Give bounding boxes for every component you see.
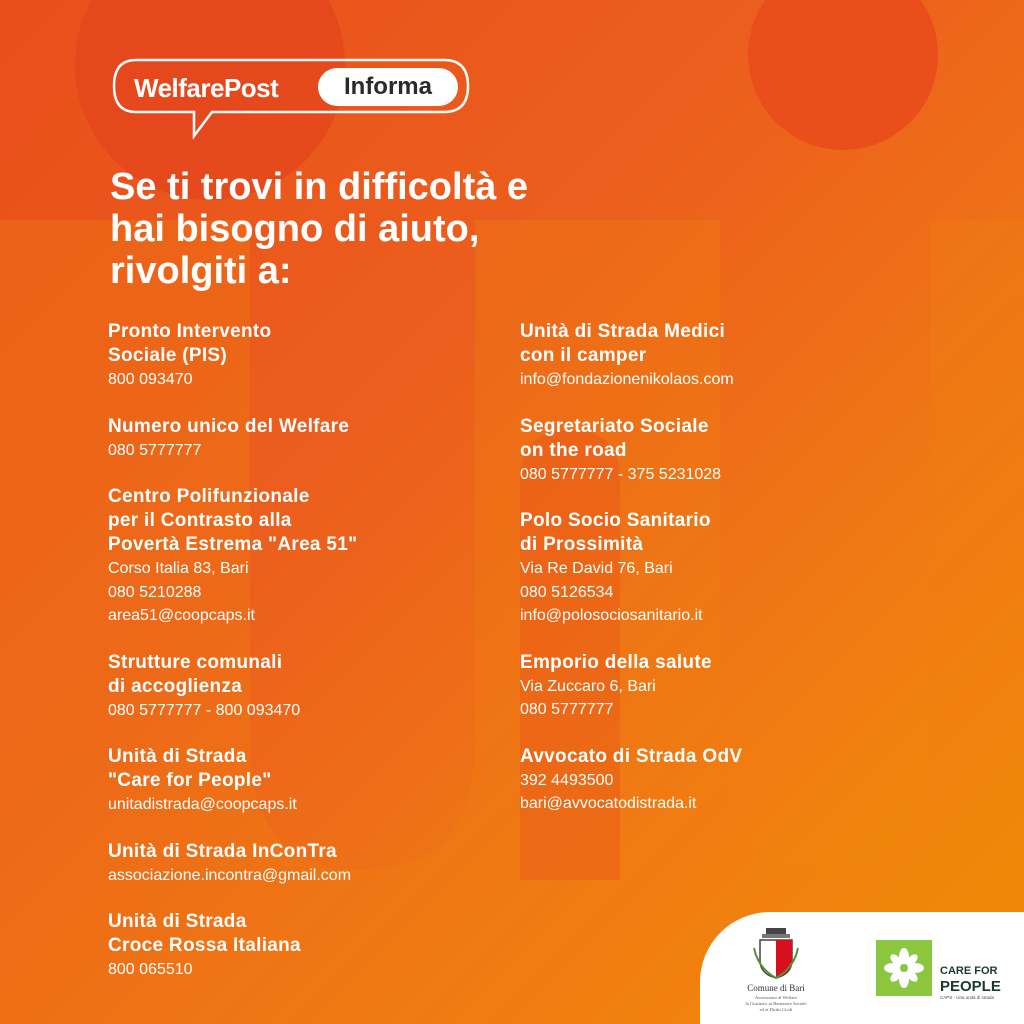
contact-title-line: Avvocato di Strada OdV [520, 745, 743, 767]
contact-title [108, 840, 498, 864]
contact-title-line: Centro Polifunzionale [108, 486, 310, 507]
contact-title [520, 320, 910, 368]
contact-detail-line: 800 065510 [108, 961, 193, 978]
contact-title [520, 509, 910, 557]
contact-entry [108, 840, 498, 888]
bari-subtitle-line: la Giustizia, ai Benessere Sociale [745, 1001, 807, 1006]
contact-entry [520, 651, 910, 722]
contact-title-line: per il Contrasto alla [108, 510, 292, 531]
bari-subtitle-line: Assessorato al Welfare [755, 995, 797, 1000]
contact-detail-line: info@polosociosanitario.it [520, 607, 703, 624]
contact-detail-line: bari@avvocatodistrada.it [520, 795, 697, 812]
contact-detail-line: 080 5777777 - 800 093470 [108, 701, 301, 719]
contact-title-line: Unità di Strada Medici [520, 321, 726, 342]
contact-detail-line: 080 5777777 [108, 441, 202, 459]
cfp-subtitle: CAPS · Una unità di strada [940, 995, 995, 1000]
contact-title-line: di accoglienza [108, 675, 243, 697]
informa-label: Informa [343, 73, 432, 100]
contact-details [520, 769, 910, 816]
logo-name: WelfarePost [134, 73, 279, 103]
contact-title-line: Povertà Estrema "Area 51" [108, 534, 358, 555]
contact-detail-line: unitadistrada@coopcaps.it [108, 796, 297, 813]
contact-detail-line: 392 4493500 [520, 771, 614, 789]
contact-entry [520, 745, 910, 816]
contact-title-line: Croce Rossa Italiana [108, 935, 301, 956]
contact-detail-line: 080 5777777 - 375 5231028 [520, 465, 722, 483]
contact-detail-line: 080 5210288 [108, 583, 202, 601]
contact-entry [108, 320, 498, 392]
contact-details [108, 557, 498, 628]
contact-title [108, 485, 498, 557]
contact-details [520, 675, 910, 722]
contact-detail-line: 080 5777777 [520, 701, 614, 718]
contact-detail-line: Corso Italia 83, Bari [108, 560, 249, 577]
contact-title-line: Strutture comunali [108, 651, 283, 673]
cfp-name-line1: CARE FOR [940, 965, 998, 977]
contact-title [520, 415, 910, 463]
contact-details [108, 958, 498, 982]
contact-entry [108, 651, 498, 723]
contact-detail-line: associazione.incontra@gmail.com [108, 866, 352, 884]
contact-title-line: Emporio della salute [520, 651, 712, 673]
contact-entry [108, 485, 498, 628]
bari-subtitle [720, 995, 832, 1013]
contact-title-line: Segretariato Sociale [520, 415, 709, 437]
contact-entry [520, 320, 910, 392]
headline-line: rivolgiti a: [110, 250, 292, 292]
bari-name: Comune di Bari [747, 983, 805, 993]
contact-detail-line: Via Re David 76, Bari [520, 560, 673, 577]
bari-crest-icon [752, 928, 800, 980]
contact-entry [520, 415, 910, 487]
contact-entry [520, 509, 910, 628]
background-circle-right [748, 0, 938, 150]
contact-detail-line: info@fondazionenikolaos.com [520, 371, 734, 388]
contact-details [108, 368, 498, 392]
contact-title-line: Polo Socio Sanitario [520, 510, 711, 531]
contact-title-line: on the road [520, 439, 627, 461]
contact-title [108, 415, 498, 439]
contact-detail-line: area51@coopcaps.it [108, 607, 255, 624]
contact-details [520, 463, 910, 487]
contact-title-line: Pronto Intervento [108, 321, 272, 342]
contact-title-line: Unità di Strada [108, 911, 247, 932]
contact-details [520, 557, 910, 628]
contact-title [108, 320, 498, 368]
contact-title [108, 910, 498, 958]
contact-detail-line: 080 5126534 [520, 583, 614, 601]
cfp-name-line2: PEOPLE [940, 978, 1001, 995]
contact-title [108, 745, 498, 793]
contact-title-line: Sociale (PIS) [108, 345, 227, 366]
contact-entry [108, 415, 498, 463]
left-column [108, 320, 498, 1005]
care-for-people-logo [876, 940, 932, 996]
contact-details [108, 439, 498, 463]
contact-title [520, 651, 910, 675]
headline-line: Se ti trovi in difficoltà e [110, 166, 529, 208]
headline [110, 166, 670, 292]
contact-details [108, 864, 498, 888]
bari-subtitle-line: ed ai Diritti Civili [759, 1007, 793, 1012]
contact-detail-line: 800 093470 [108, 371, 193, 388]
contact-title-line: Unità di Strada [108, 746, 247, 767]
contact-details [520, 368, 910, 392]
flower-icon [876, 940, 932, 996]
contact-title [108, 651, 498, 699]
contact-title-line: con il camper [520, 345, 647, 366]
headline-line: hai bisogno di aiuto, [110, 208, 480, 250]
contact-title-line: di Prossimità [520, 534, 644, 555]
contact-details [108, 793, 498, 817]
right-column [520, 320, 910, 839]
contact-details [108, 699, 498, 723]
contact-title-line: Unità di Strada InConTra [108, 840, 337, 862]
contact-title-line: "Care for People" [108, 770, 272, 791]
contact-title-line: Numero unico del Welfare [108, 415, 350, 437]
contact-entry [108, 745, 498, 817]
contact-detail-line: Via Zuccaro 6, Bari [520, 677, 656, 695]
contact-title [520, 745, 910, 769]
contact-entry [108, 910, 498, 982]
